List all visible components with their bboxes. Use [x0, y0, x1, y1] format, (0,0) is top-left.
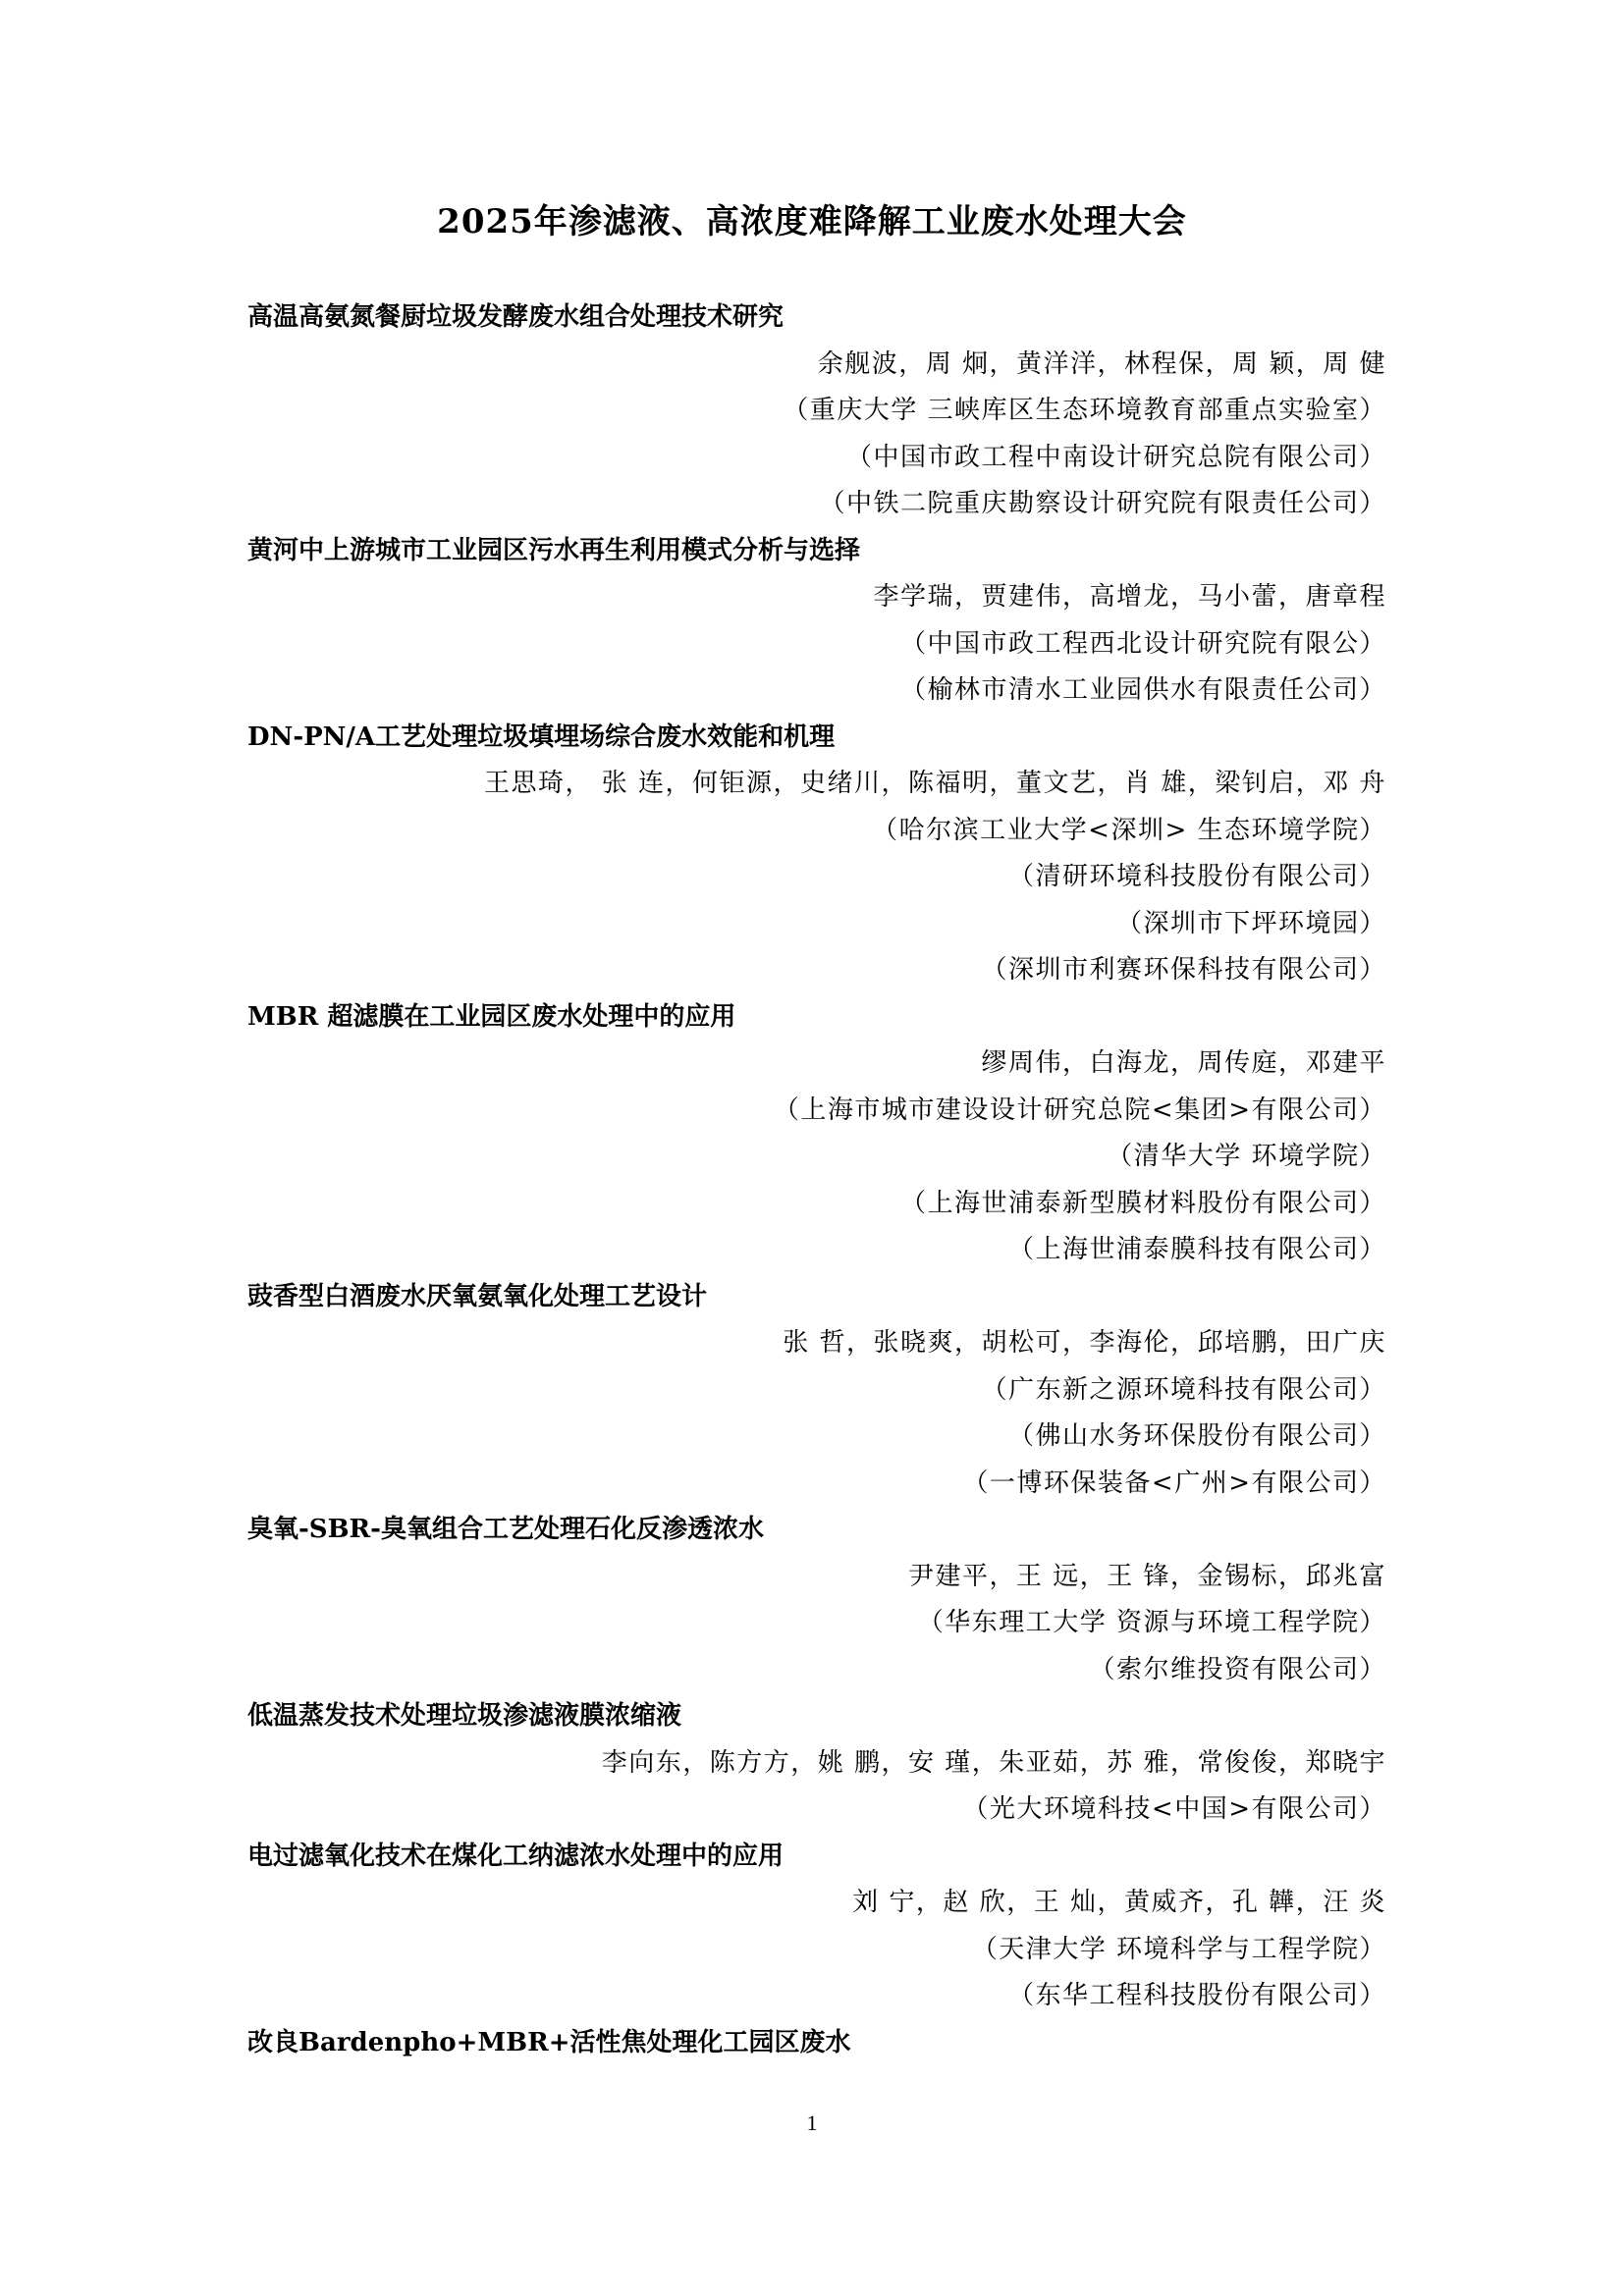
paper-list: [247, 294, 1386, 2066]
paper-affiliation: （佛山水务环保股份有限公司）: [1007, 1421, 1386, 1451]
paper-authors: 余舰波，周 炯，黄洋洋，林程保，周 颖，周 健: [817, 348, 1386, 379]
paper-authors: 李学瑞，贾建伟，高增龙，马小蕾，唐章程: [873, 582, 1386, 612]
paper-entry: [247, 2020, 1386, 2067]
page-number: 1: [806, 2110, 818, 2135]
paper-entry: [247, 294, 1386, 528]
paper-title: 电过滤氧化技术在煤化工纳滤浓水处理中的应用: [247, 1841, 785, 1871]
paper-affiliation: （深圳市利赛环保科技有限公司）: [981, 955, 1386, 985]
paper-affiliation: （华东理工大学 资源与环境工程学院）: [917, 1608, 1386, 1637]
paper-affiliation: （光大环境科技<中国>有限公司）: [962, 1794, 1386, 1824]
paper-title: MBR 超滤膜在工业园区废水处理中的应用: [247, 1001, 736, 1032]
paper-affiliation: （榆林市清水工业园供水有限责任公司）: [899, 675, 1386, 705]
paper-title: 黄河中上游城市工业园区污水再生利用模式分析与选择: [247, 535, 861, 565]
paper-title: DN-PN/A工艺处理垃圾填埋场综合废水效能和机理: [247, 721, 836, 752]
paper-affiliation: （中国市政工程西北设计研究院有限公）: [899, 628, 1386, 659]
paper-affiliation: （广东新之源环境科技有限公司）: [981, 1374, 1386, 1405]
paper-entry: [247, 1693, 1386, 1834]
paper-affiliation: （重庆大学 三峡库区生态环境教育部重点实验室）: [783, 396, 1386, 425]
paper-authors: 缪周伟，白海龙，周传庭，邓建平: [981, 1048, 1386, 1078]
paper-authors: 刘 宁，赵 欣，王 灿，黄威齐，孔 韡，汪 炎: [852, 1888, 1386, 1917]
paper-affiliation: （上海市城市建设设计研究总院<集团>有限公司）: [773, 1095, 1386, 1125]
paper-title: 豉香型白酒废水厌氧氨氧化处理工艺设计: [247, 1281, 708, 1311]
paper-affiliation: （索尔维投资有限公司）: [1089, 1654, 1386, 1684]
paper-affiliation: （中国市政工程中南设计研究总院有限公司）: [845, 442, 1386, 472]
paper-title: 低温蒸发技术处理垃圾渗滤液膜浓缩液: [247, 1701, 682, 1731]
paper-title: 高温高氨氮餐厨垃圾发酵废水组合处理技术研究: [247, 302, 785, 332]
paper-title: 臭氧-SBR-臭氧组合工艺处理石化反渗透浓水: [247, 1515, 764, 1544]
paper-affiliation: （清研环境科技股份有限公司）: [1007, 862, 1386, 891]
paper-entry: [247, 1507, 1386, 1693]
paper-entry: [247, 994, 1386, 1274]
paper-affiliation: （一博环保装备<广州>有限公司）: [962, 1468, 1386, 1498]
paper-authors: 张 哲，张晓爽，胡松可，李海伦，邱培鹏，田广庆: [783, 1328, 1386, 1358]
paper-entry: [247, 1274, 1386, 1508]
paper-affiliation: （天津大学 环境科学与工程学院）: [971, 1934, 1386, 1964]
paper-authors: 尹建平，王 远，王 锋，金锡标，邱兆富: [907, 1561, 1386, 1591]
paper-affiliation: （上海世浦泰新型膜材料股份有限公司）: [899, 1188, 1386, 1218]
paper-entry: [247, 715, 1386, 994]
paper-affiliation: （清华大学 环境学院）: [1107, 1142, 1386, 1171]
paper-affiliation: （深圳市下坪环境园）: [1115, 908, 1386, 938]
paper-affiliation: （中铁二院重庆勘察设计研究院有限责任公司）: [819, 489, 1386, 518]
document-title: 2025年渗滤液、高浓度难降解工业废水处理大会: [437, 202, 1187, 241]
paper-authors: 李向东，陈方方，姚 鹏，安 瑾，朱亚茹，苏 雅，常俊俊，郑晓宇: [601, 1747, 1386, 1778]
paper-entry: [247, 528, 1386, 715]
paper-affiliation: （哈尔滨工业大学<深圳> 生态环境学院）: [872, 815, 1386, 845]
paper-authors: 王思琦， 张 连，何钜源，史绪川，陈福明，董文艺，肖 雄，梁钊启，邓 舟: [483, 769, 1386, 798]
paper-affiliation: （东华工程科技股份有限公司）: [1007, 1981, 1386, 2010]
paper-entry: [247, 1834, 1386, 2020]
paper-title: 改良Bardenpho+MBR+活性焦处理化工园区废水: [247, 2027, 851, 2057]
paper-affiliation: （上海世浦泰膜科技有限公司）: [1007, 1235, 1386, 1264]
